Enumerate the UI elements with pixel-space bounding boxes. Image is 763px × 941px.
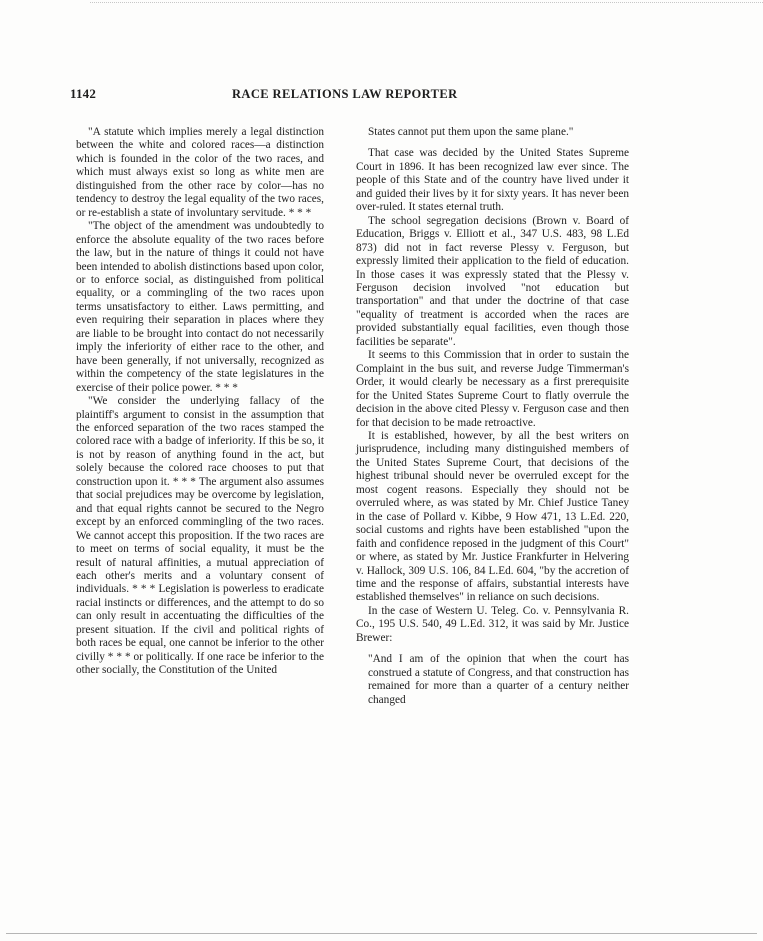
body-paragraph: In the case of Western U. Teleg. Co. v. Pennsylvania R. Co., 195 U.S. 540, 49 L.Ed. 312, it was said by Mr. Justice Brewer: bbox=[356, 604, 629, 644]
body-paragraph: It seems to this Commission that in order to sustain the Complaint in the bus suit, and reverse Judge Timmerman's Order, it would clearly be necessary as a first prerequisite for the United States Supreme Court to flatly overrule the decision in the above cited Plessy v. Ferguson case and then for that decision to be made retroactive. bbox=[356, 349, 629, 429]
right-column bbox=[356, 126, 629, 707]
scan-top-edge bbox=[90, 2, 763, 3]
running-head: RACE RELATIONS LAW REPORTER bbox=[232, 87, 458, 101]
page-number: 1142 bbox=[70, 86, 97, 101]
quote-paragraph: "A statute which implies merely a legal distinction between the white and colored races—a distinction which is founded in the color of the two races, and which must always exist so long as white men are distinguished from the other race by color—has no tendency to destroy the legal equality of the two races, or re-establish a state of involuntary servitude. * * * bbox=[76, 126, 324, 219]
left-column bbox=[76, 126, 324, 678]
quote-paragraph: "The object of the amendment was undoubtedly to enforce the absolute equality of the two races before the law, but in the nature of things it could not have been intended to abolish distinctions based upon color, or to enforce social, as distinguished from political equality, or a commingling of the two races upon terms unsatisfactory to either. Laws permitting, and even requiring their separation in places where they are liable to be brought into contact do not necessarily imply the inferiority of either race to the other, and have been generally, if not universally, recognized as within the competency of the state legislatures in the exercise of their police power. * * * bbox=[76, 220, 324, 394]
body-paragraph: The school segregation decisions (Brown v. Board of Education, Briggs v. Elliott et al., 347 U.S. 483, 98 L.Ed 873) did not in fact reverse Plessy v. Ferguson, but expressly limited their application to the field of education. In those cases it was expressly stated that the Plessy v. Ferguson decision involved "not education but transportation" and that under the doctrine of that case "equality of treatment is accorded when the races are provided substantially equal facilities, even though those facilities be separate". bbox=[356, 214, 629, 348]
page-header bbox=[70, 86, 690, 106]
quote-continuation: States cannot put them upon the same plane." bbox=[368, 126, 574, 138]
quote-paragraph: "We consider the underlying fallacy of the plaintiff's argument to consist in the assumption that the enforced separation of the two races stamped the colored race with a badge of inferiority. If this be so, it is not by reason of anything found in the act, but solely because the colored race chooses to put that construction upon it. * * * The argument also assumes that social prejudices may be overcome by legislation, and that equal rights cannot be secured to the Negro except by an enforced commingling of the two races. We cannot accept this proposition. If the two races are to meet on terms of social equality, it must be the result of natural affinities, a mutual appreciation of each other's merits and a voluntary consent of individuals. * * * Legislation is powerless to eradicate racial instincts or differences, and the attempt to do so can only result in accentuating the difficulties of the present situation. If the civil and political rights of both races be equal, one cannot be inferior to the other civilly * * * or politically. If one race be inferior to the other socially, the Constitution of the United bbox=[76, 395, 324, 677]
scan-bottom-edge bbox=[6, 933, 757, 934]
body-paragraph: That case was decided by the United States Supreme Court in 1896. It has been recognized law ever since. The people of this State and of the country have lived under it and guided their lives by it for sixty years. It has never been over-ruled. It states eternal truth. bbox=[356, 147, 629, 214]
block-quote: "And I am of the opinion that when the court has construed a statute of Congress, and that construction has remained for more than a quarter of a century neither changed bbox=[368, 653, 629, 706]
body-paragraph: It is established, however, by all the best writers on jurisprudence, including many distinguished members of the United States Supreme Court, that decisions of the highest tribunal should never be overruled except for the most cogent reasons. Especially they should not be overruled where, as was stated by Mr. Chief Justice Taney in the case of Pollard v. Kibbe, 9 How 471, 13 L.Ed. 220, social customs and rights have been established "upon the faith and confidence reposed in the judgment of this Court" or where, as stated by Mr. Justice Frankfurter in Helvering v. Hallock, 309 U.S. 106, 84 L.Ed. 604, "by the accretion of time and the response of affairs, substantial interests have established themselves" in reliance on such decisions. bbox=[356, 429, 629, 604]
